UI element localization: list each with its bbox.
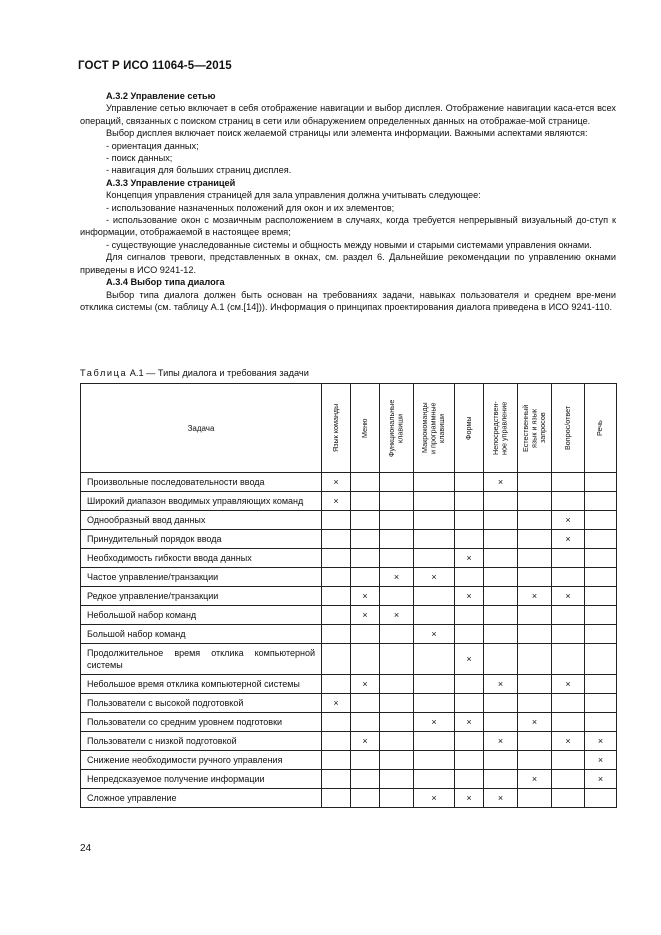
task-cell: Непредсказуемое получение информации [81, 770, 322, 789]
section-a32-paragraph-1: Управление сетью включает в себя отображение навигации и выбор дисплея. Отображение навигации каса-ется всех операций, связанных с поиском страниц в сети или обнаружением определенных данных на отображае-мой странице. [80, 103, 616, 126]
mark-cell [484, 694, 518, 713]
mark-cell [455, 751, 484, 770]
mark-cell [380, 587, 414, 606]
task-cell: Сложное управление [81, 789, 322, 808]
table-row [81, 713, 617, 732]
mark-cell: × [455, 549, 484, 568]
mark-cell [552, 770, 585, 789]
mark-cell: × [380, 606, 414, 625]
mark-cell [585, 549, 617, 568]
mark-cell [414, 530, 455, 549]
mark-cell: × [414, 568, 455, 587]
table-caption-prefix: Таблица [80, 368, 128, 378]
mark-cell: × [455, 713, 484, 732]
mark-cell [414, 587, 455, 606]
mark-cell [552, 694, 585, 713]
mark-cell [455, 732, 484, 751]
column-header [585, 384, 617, 473]
mark-cell: × [414, 625, 455, 644]
mark-cell [518, 644, 552, 675]
mark-cell [414, 732, 455, 751]
mark-cell [552, 492, 585, 511]
mark-cell [351, 492, 380, 511]
mark-cell [484, 625, 518, 644]
mark-cell [351, 473, 380, 492]
mark-cell [585, 675, 617, 694]
mark-cell: × [518, 713, 552, 732]
table-caption-title: А.1 — Типы диалога и требования задачи [127, 368, 309, 378]
section-a32-title: А.3.2 Управление сетью [106, 91, 216, 101]
mark-cell [322, 644, 351, 675]
table-row [81, 606, 617, 625]
list-item: - использование окон с мозаичным расположением в случаях, когда требуется непрерывный визуальный до-ступ к информации, отображаемой в настоящее время; [80, 215, 616, 238]
table-row [81, 492, 617, 511]
mark-cell [484, 713, 518, 732]
mark-cell [552, 549, 585, 568]
table-row [81, 770, 617, 789]
mark-cell [351, 694, 380, 713]
mark-cell [552, 473, 585, 492]
mark-cell [552, 713, 585, 732]
task-cell: Частое управление/транзакции [81, 568, 322, 587]
mark-cell [518, 789, 552, 808]
task-cell: Пользователи с высокой подготовкой [81, 694, 322, 713]
mark-cell [518, 606, 552, 625]
mark-cell [518, 492, 552, 511]
mark-cell [455, 625, 484, 644]
table-row [81, 587, 617, 606]
mark-cell: × [585, 770, 617, 789]
table-row [81, 549, 617, 568]
mark-cell [585, 789, 617, 808]
mark-cell [380, 732, 414, 751]
mark-cell [322, 713, 351, 732]
task-cell: Принудительный порядок ввода [81, 530, 322, 549]
mark-cell [414, 751, 455, 770]
table-row [81, 694, 617, 713]
list-item: - использование назначенных положений для окон и их элементов; [106, 202, 395, 213]
mark-cell [380, 473, 414, 492]
column-header [351, 384, 380, 473]
task-column-header: Задача [81, 384, 322, 473]
mark-cell [455, 770, 484, 789]
mark-cell [322, 789, 351, 808]
mark-cell [414, 473, 455, 492]
column-header [518, 384, 552, 473]
mark-cell [351, 511, 380, 530]
mark-cell [351, 770, 380, 789]
document-header: ГОСТ Р ИСО 11064-5—2015 [78, 60, 232, 72]
mark-cell: × [380, 568, 414, 587]
table-row [81, 568, 617, 587]
mark-cell [518, 568, 552, 587]
mark-cell: × [484, 732, 518, 751]
task-cell: Продолжительное время отклика компьютерной системы [81, 644, 322, 675]
list-item: - поиск данных; [106, 153, 173, 164]
column-header [484, 384, 518, 473]
mark-cell [552, 644, 585, 675]
mark-cell [585, 530, 617, 549]
mark-cell [552, 751, 585, 770]
table-row [81, 732, 617, 751]
mark-cell [455, 511, 484, 530]
mark-cell: × [351, 606, 380, 625]
mark-cell [380, 492, 414, 511]
mark-cell [455, 694, 484, 713]
mark-cell [484, 568, 518, 587]
task-cell: Большой набор команд [81, 625, 322, 644]
table-row [81, 789, 617, 808]
column-header [380, 384, 414, 473]
mark-cell [322, 625, 351, 644]
mark-cell [414, 644, 455, 675]
mark-cell [351, 530, 380, 549]
mark-cell [380, 625, 414, 644]
task-cell: Пользователи со средним уровнем подготовки [81, 713, 322, 732]
mark-cell [518, 694, 552, 713]
mark-cell [322, 549, 351, 568]
table-body [81, 473, 617, 808]
mark-cell [322, 675, 351, 694]
mark-cell [414, 694, 455, 713]
table-row [81, 625, 617, 644]
section-a33-title: А.3.3 Управление страницей [106, 177, 236, 188]
task-cell: Редкое управление/транзакции [81, 587, 322, 606]
mark-cell [585, 713, 617, 732]
mark-cell [484, 770, 518, 789]
mark-cell: × [552, 587, 585, 606]
mark-cell: × [484, 675, 518, 694]
mark-cell [518, 530, 552, 549]
mark-cell [351, 549, 380, 568]
mark-cell [322, 530, 351, 549]
mark-cell: × [585, 751, 617, 770]
mark-cell [380, 549, 414, 568]
mark-cell: × [351, 587, 380, 606]
mark-cell [380, 770, 414, 789]
mark-cell [552, 789, 585, 808]
table-row [81, 751, 617, 770]
mark-cell: × [322, 492, 351, 511]
mark-cell [455, 492, 484, 511]
mark-cell [351, 625, 380, 644]
mark-cell [484, 511, 518, 530]
mark-cell: × [518, 587, 552, 606]
dialog-types-table [80, 383, 617, 808]
mark-cell [518, 549, 552, 568]
task-cell: Снижение необходимости ручного управления [81, 751, 322, 770]
mark-cell [585, 587, 617, 606]
mark-cell [322, 732, 351, 751]
mark-cell [585, 694, 617, 713]
mark-cell [484, 492, 518, 511]
list-item: - ориентация данных; [106, 140, 199, 151]
task-cell: Пользователи с низкой подготовкой [81, 732, 322, 751]
mark-cell: × [351, 732, 380, 751]
table-row [81, 511, 617, 530]
table-row [81, 675, 617, 694]
mark-cell [518, 675, 552, 694]
column-header [455, 384, 484, 473]
mark-cell: × [455, 644, 484, 675]
mark-cell [380, 530, 414, 549]
mark-cell [414, 770, 455, 789]
mark-cell [585, 492, 617, 511]
mark-cell [585, 625, 617, 644]
mark-cell [585, 644, 617, 675]
mark-cell [351, 713, 380, 732]
mark-cell [455, 606, 484, 625]
column-header-label: Естественный язык и язык запросов [520, 404, 547, 452]
mark-cell [380, 751, 414, 770]
mark-cell [322, 770, 351, 789]
mark-cell: × [414, 789, 455, 808]
table-row [81, 644, 617, 675]
mark-cell: × [585, 732, 617, 751]
mark-cell [380, 789, 414, 808]
mark-cell [351, 751, 380, 770]
mark-cell: × [322, 694, 351, 713]
mark-cell [484, 606, 518, 625]
task-cell: Произвольные последовательности ввода [81, 473, 322, 492]
mark-cell: × [552, 675, 585, 694]
mark-cell [351, 568, 380, 587]
mark-cell [380, 511, 414, 530]
task-cell: Небольшое время отклика компьютерной системы [81, 675, 322, 694]
mark-cell [518, 473, 552, 492]
mark-cell [518, 732, 552, 751]
mark-cell [322, 606, 351, 625]
task-cell: Широкий диапазон вводимых управляющих команд [81, 492, 322, 511]
section-a34-paragraph-1: Выбор типа диалога должен быть основан на требованиях задачи, навыках пользователя и среднем вре-мени отклика системы (см. таблицу А.1 (см.[14])). Информация о принципах проектирования диалога приведена в ИСО 9241-110. [80, 289, 616, 312]
mark-cell [552, 606, 585, 625]
table-row [81, 530, 617, 549]
table-row [81, 473, 617, 492]
column-header [552, 384, 585, 473]
mark-cell [455, 568, 484, 587]
mark-cell [380, 694, 414, 713]
mark-cell [414, 675, 455, 694]
mark-cell [351, 789, 380, 808]
mark-cell: × [455, 587, 484, 606]
mark-cell: × [518, 770, 552, 789]
column-header-label: Речь [595, 420, 605, 436]
mark-cell [414, 492, 455, 511]
mark-cell [380, 675, 414, 694]
mark-cell [380, 644, 414, 675]
body-text [80, 90, 616, 313]
mark-cell [322, 751, 351, 770]
mark-cell: × [455, 789, 484, 808]
mark-cell [455, 473, 484, 492]
mark-cell [322, 587, 351, 606]
mark-cell [414, 549, 455, 568]
column-header-label: Язык команды [330, 403, 340, 453]
list-item: - существующие унаследованные системы и общность между новыми и старыми системами управления окнами. [106, 239, 592, 250]
mark-cell [518, 511, 552, 530]
mark-cell: × [414, 713, 455, 732]
mark-cell [484, 644, 518, 675]
mark-cell: × [322, 473, 351, 492]
mark-cell [585, 568, 617, 587]
column-header-label: Меню [359, 418, 369, 438]
task-cell: Однообразный ввод данных [81, 511, 322, 530]
mark-cell [484, 530, 518, 549]
section-a34-title: А.3.4 Выбор типа диалога [106, 277, 225, 288]
mark-cell [380, 713, 414, 732]
section-a32-paragraph-2: Выбор дисплея включает поиск желаемой страницы или элемента информации. Важными аспектами являются: [106, 128, 588, 139]
section-a33-paragraph-2: Для сигналов тревоги, представленных в окнах, см. раздел 6. Дальнейшие рекомендации по управлению окнами приведены в ИСО 9241-12. [80, 252, 616, 275]
mark-cell [322, 511, 351, 530]
section-a33-paragraph-1: Концепция управления страницей для зала управления должна учитывать следующее: [106, 190, 481, 201]
mark-cell: × [552, 511, 585, 530]
mark-cell [484, 751, 518, 770]
mark-cell [518, 625, 552, 644]
mark-cell [518, 751, 552, 770]
mark-cell: × [484, 789, 518, 808]
mark-cell [484, 587, 518, 606]
mark-cell [414, 606, 455, 625]
mark-cell: × [552, 732, 585, 751]
mark-cell: × [484, 473, 518, 492]
mark-cell: × [351, 675, 380, 694]
mark-cell [455, 675, 484, 694]
mark-cell [585, 511, 617, 530]
column-header-label: Функциональные клавиши [387, 399, 405, 457]
column-header-label: Формы [463, 416, 473, 440]
mark-cell [484, 549, 518, 568]
mark-cell: × [552, 530, 585, 549]
column-header-label: Вопрос/ответ [562, 405, 572, 451]
task-cell: Необходимость гибкости ввода данных [81, 549, 322, 568]
mark-cell [552, 625, 585, 644]
list-item: - навигация для больших страниц дисплея. [106, 165, 292, 176]
mark-cell [455, 530, 484, 549]
mark-cell [414, 511, 455, 530]
mark-cell [585, 473, 617, 492]
table-caption [80, 368, 309, 378]
mark-cell [351, 644, 380, 675]
mark-cell [322, 568, 351, 587]
page-number: 24 [80, 843, 92, 854]
table-header-row [81, 384, 617, 473]
mark-cell [585, 606, 617, 625]
mark-cell [552, 568, 585, 587]
task-cell: Небольшой набор команд [81, 606, 322, 625]
column-header [414, 384, 455, 473]
column-header-label: Непосредствен- ное управление [491, 401, 509, 455]
column-header [322, 384, 351, 473]
column-header-label: Макрокоманды и программные клавиши [420, 402, 447, 454]
